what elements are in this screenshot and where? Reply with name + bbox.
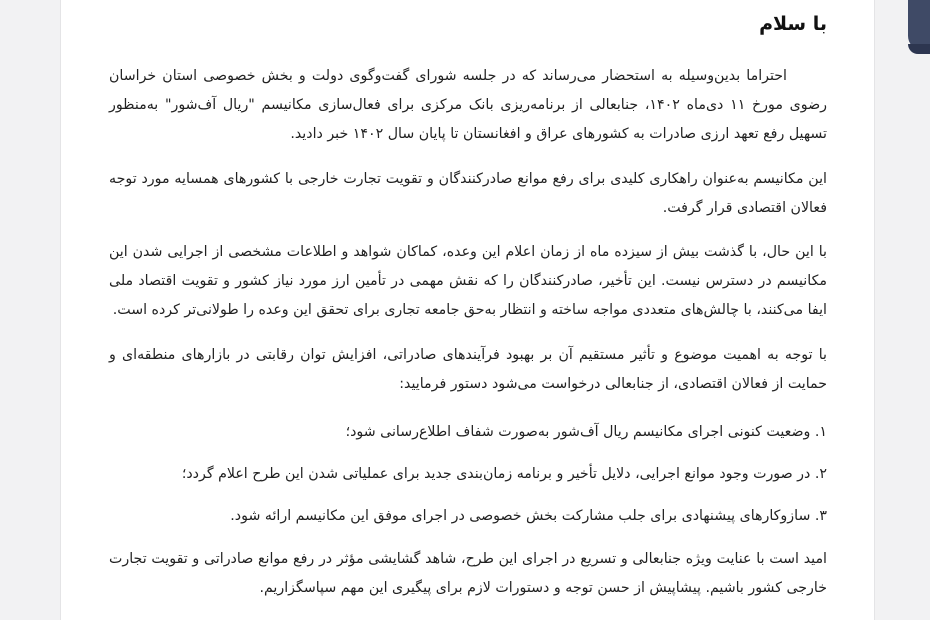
- paragraph-delay: با این حال، با گذشت بیش از سیزده ماه از زمان اعلام این وعده، کماکان شواهد و اطلاعات مشخصی از اجرایی شدن این مکانیسم در دسترس نیست. این تأخیر، صادرکنندگان را که نقش مهمی در تأمین ارز مورد نیاز کشور و تقویت اقتصاد ملی ایفا می‌کنند، با چالش‌های متعددی مواجه ساخته و انتظار به‌حق جامعه تجاری برای تحقق این وعده را طولانی‌تر کرده است.: [109, 244, 827, 318]
- list-item-3: ۳. سازوکارهای پیشنهادی برای جلب مشارکت بخش خصوصی در اجرای موفق این مکانیسم ارائه شود.: [230, 508, 827, 524]
- paragraph-intro: احتراما بدین‌وسیله به استحضار می‌رساند که در جلسه شورای گفت‌وگوی دولت و بخش خصوصی استان خراسان رضوی مورخ ۱۱ دی‌ماه ۱۴۰۲، جنابعالی از برنامه‌ریزی بانک مرکزی برای فعال‌سازی مکانیسم "ریال آف‌شور" به‌منظور تسهیل رفع تعهد ارزی صادرات به کشورهای عراق و افغانستان تا پایان سال ۱۴۰۲ خبر دادید.: [109, 68, 827, 142]
- list-item-1: ۱. وضعیت کنونی اجرای مکانیسم ریال آف‌شور به‌صورت شفاف اطلاع‌رسانی شود؛: [345, 424, 827, 440]
- side-tab-decoration: [908, 0, 930, 50]
- greeting: با سلام: [759, 13, 827, 35]
- list-item-2: ۲. در صورت وجود موانع اجرایی، دلایل تأخیر و برنامه زمان‌بندی جدید برای عملیاتی شدن این طرح اعلام گردد؛: [181, 466, 827, 482]
- paragraph-closing: امید است با عنایت ویژه جنابعالی و تسریع در اجرای این طرح، شاهد گشایشی مؤثر در رفع موانع صادراتی و تقویت تجارت خارجی کشور باشیم. پیشاپیش از حسن توجه و دستورات لازم برای پیگیری این مهم سپاسگزاریم.: [109, 551, 827, 596]
- paragraph-request: با توجه به اهمیت موضوع و تأثیر مستقیم آن بر بهبود فرآیندهای صادراتی، افزایش توان رقابتی در بازارهای منطقه‌ای و حمایت از فعالان اقتصادی، از جنابعالی درخواست می‌شود دستور فرمایید:: [109, 347, 827, 392]
- paragraph-mechanism: این مکانیسم به‌عنوان راهکاری کلیدی برای رفع موانع صادرکنندگان و تقویت تجارت خارجی با کشورهای همسایه مورد توجه فعالان اقتصادی قرار گرفت.: [109, 171, 827, 216]
- document-page: [60, 0, 875, 620]
